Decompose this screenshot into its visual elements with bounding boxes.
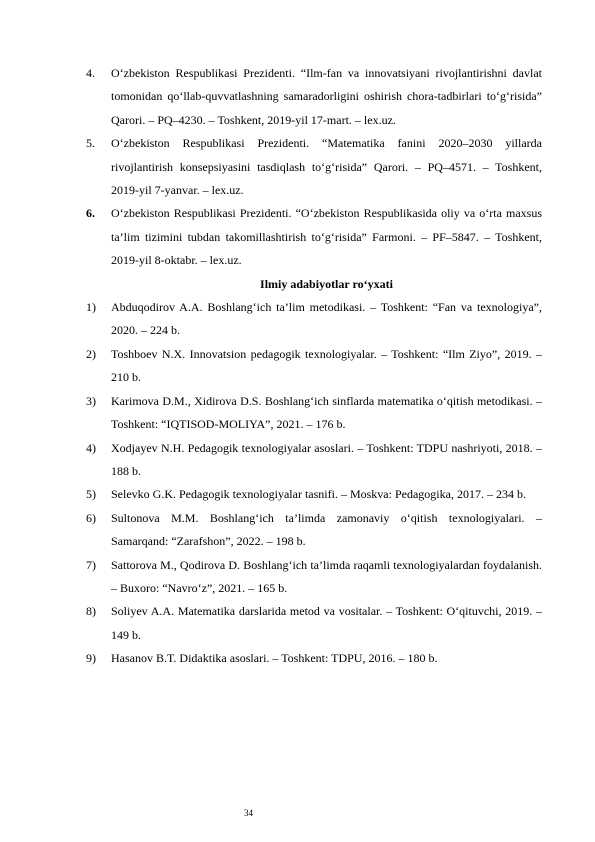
book-item <box>86 343 542 390</box>
book-item <box>86 437 542 484</box>
list-text: Xodjayev N.H. Pedagogik texnologiyalar asoslari. – Toshkent: TDPU nashriyoti, 2018. – 188 b. <box>111 440 542 478</box>
list-text: O‘zbekiston Respublikasi Prezidenti. “Ilm-fan va innovatsiyani rivojlantirishni davlat tomonidan qo‘llab-quvvatlashning samaradorligini oshirish chora-tadbirlari to‘g‘risida” Qarori. – PQ–4230. – Toshkent, 2019-yil 17-mart. – lex.uz. <box>111 66 542 127</box>
book-item <box>86 600 542 647</box>
book-item <box>86 507 542 554</box>
list-text: O‘zbekiston Respublikasi Prezidenti. “Matematika fanini 2020–2030 yillarda rivojlantirish konsepsiyasini tasdiqlash to‘g‘risida” Qarori. – PQ–4571. – Toshkent, 2019-yil 7-yanvar. – lex.uz. <box>111 136 542 198</box>
law-item <box>86 62 542 132</box>
list-text: Soliyev A.A. Matematika darslarida metod va vositalar. – Toshkent: O‘qituvchi, 2019. – 149 b. <box>111 604 542 642</box>
list-text: Sultonova M.M. Boshlang‘ich ta’limda zamonaviy o‘qitish texnologiyalari. – Samarqand: “Zarafshon”, 2022. – 198 b. <box>111 510 542 549</box>
book-item <box>86 647 542 670</box>
list-number: 3) <box>86 393 96 408</box>
list-number: 9) <box>86 651 96 666</box>
list-number: 4. <box>86 66 95 80</box>
list-number: 2) <box>86 346 96 361</box>
list-number: 8) <box>86 604 96 619</box>
list-number: 6) <box>86 510 96 525</box>
list-number: 5) <box>86 487 96 502</box>
list-text: Abduqodirov A.A. Boshlang‘ich ta’lim metodikasi. – Toshkent: “Fan va texnologiya”, 2020. – 224 b. <box>111 300 542 338</box>
book-item <box>86 390 542 437</box>
list-text: Hasanov B.T. Didaktika asoslari. – Toshkent: TDPU, 2016. – 180 b. <box>111 651 438 666</box>
list-number: 1) <box>86 300 96 315</box>
list-number: 6. <box>86 206 95 221</box>
list-text: Toshboev N.X. Innovatsion pedagogik texnologiyalar. – Toshkent: “Ilm Ziyo”, 2019. – 210 b. <box>111 346 542 385</box>
book-item <box>86 296 542 343</box>
book-item <box>86 554 542 601</box>
law-item <box>86 202 542 272</box>
list-text: Karimova D.M., Xidirova D.S. Boshlang‘ich sinflarda matematika o‘qitish metodikasi. – Toshkent: “IQTISOD-MOLIYA”, 2021. – 176 b. <box>111 393 542 432</box>
list-number: 4) <box>86 440 96 455</box>
list-text: Sattorova M., Qodirova D. Boshlang‘ich ta’limda raqamli texnologiyalardan foydalanish. – Buxoro: “Navro‘z”, 2021. – 165 b. <box>111 557 542 595</box>
section-heading: Ilmiy adabiyotlar ro‘yxati <box>260 276 393 291</box>
law-item <box>86 132 542 202</box>
book-item <box>86 483 542 506</box>
reference-list <box>86 62 542 671</box>
page-number: 34 <box>244 808 253 818</box>
list-number: 5. <box>86 136 95 151</box>
list-number: 7) <box>86 557 96 572</box>
list-text: O‘zbekiston Respublikasi Prezidenti. “O‘zbekiston Respublikasida oliy va o‘rta maxsus ta’lim tizimini tubdan takomillashtirish to‘g‘risida” Farmoni. – PF–5847. – Toshkent, 2019-yil 8-oktabr. – lex.uz. <box>111 206 542 268</box>
list-text: Selevko G.K. Pedagogik texnologiyalar tasnifi. – Moskva: Pedagogika, 2017. – 234 b. <box>111 487 526 502</box>
